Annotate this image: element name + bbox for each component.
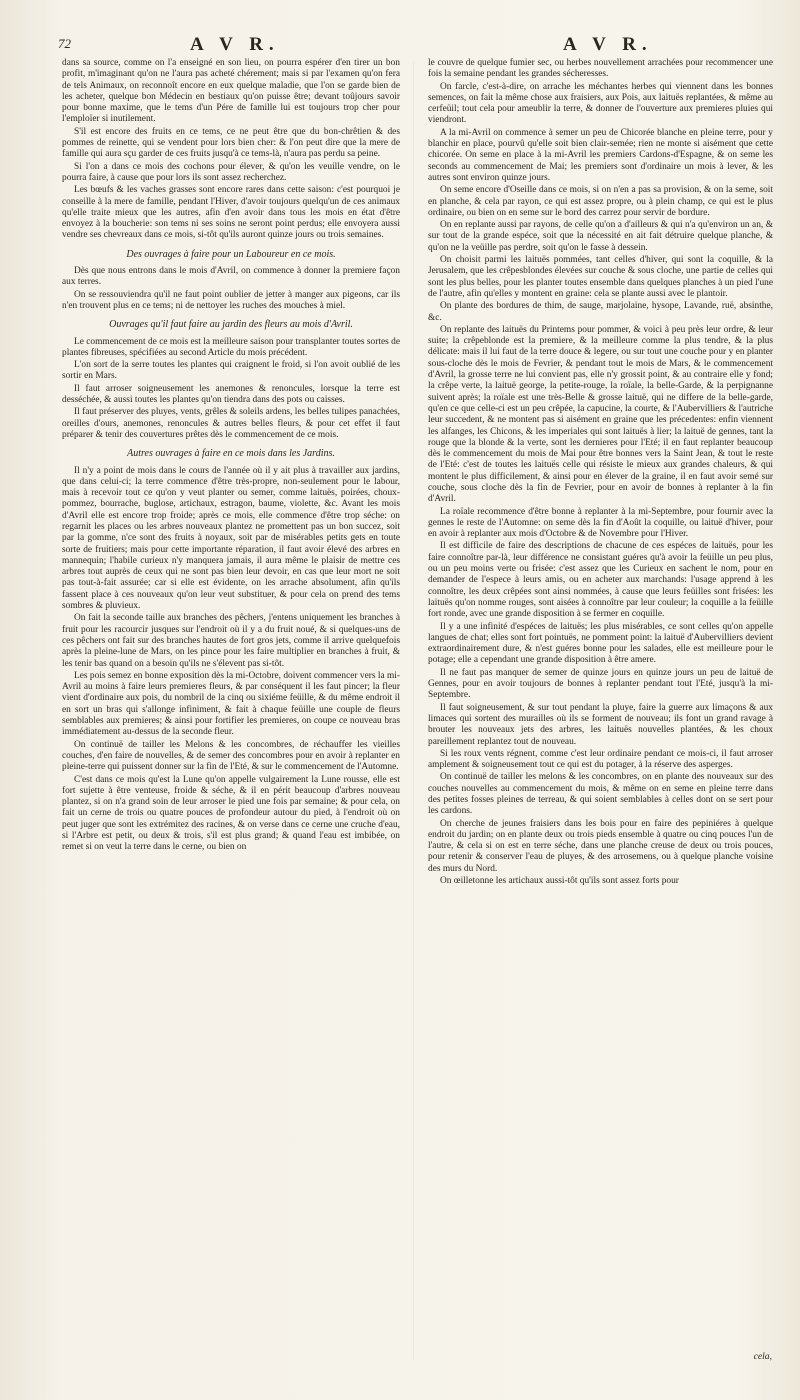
catchword: cela, <box>753 1351 772 1362</box>
paragraph: On œilletonne les artichaux aussi-tôt qu'ils sont assez forts pour <box>440 876 679 887</box>
paragraph: On seme encore d'Oseille dans ce mois, si on n'en a pas sa provision, & on la seme, soit en planche, & cela par rayon, ce qui est assez propre, ou à plein champ, ce qui est le plus ordinaire, ou bien on en seme sur le bord des carrez pour servir de bordure. <box>428 185 773 218</box>
paragraph: On en replante aussi par rayons, de celle qu'on a d'ailleurs & qui n'a qu'environ un an, & sur tout de la grande espéce, soit que la nécessité en ait fait détruire quelque planche, & qu'on ne la veüille pas perdre, soit qu'on le fasse à dessein. <box>428 220 773 253</box>
section-heading: Ouvrages qu'il faut faire au jardin des fleurs au mois d'Avril. <box>109 319 353 331</box>
paragraph: L'on sort de la serre toutes les plantes qui craignent le froid, si l'on avoit oublié de les sortir en Mars. <box>62 360 400 382</box>
paragraph: Dès que nous entrons dans le mois d'Avril, on commence à donner la premiere façon aux terres. <box>62 266 400 288</box>
paragraph: S'il est encore des fruits en ce tems, ce ne peut être que du bon-chrêtien & des pommes de reinette, qui se vendent pour lors bien cher: & l'on peut dire que la mere de famille qui aura sçu garder de ces fruits jusqu'à ce tems-là, n'aura pas perdu sa peine. <box>62 126 400 160</box>
paragraph: Si l'on a dans ce mois des cochons pour élever, & qu'on les veuille vendre, on le pourra faire, à cause que pour lors ils sont assez recherchez. <box>62 161 400 183</box>
paragraph: On cherche de jeunes fraisiers dans les bois pour en faire des pepiniéres à quelque endroit du jardin; on en plante deux ou trois pieds ensemble à quatre ou cinq pouces l'un de l'autre, & cela si on est en terre séche, dans une planche creuse de deux ou trois pouces, pour retenir & conserver l'eau de pluyes, & des arrosemens, ou à quelque planche voisine des murs du Nord. <box>428 818 773 874</box>
page-header <box>58 30 770 60</box>
paragraph: C'est dans ce mois qu'est la Lune qu'on appelle vulgairement la Lune rousse, elle est fort sujette à être venteuse, froide & séche, & il en périt beaucoup d'arbres nouveau plantez, si on n'a grand soin de leur arroser le pied une fois par semaine; & pour cela, on fait un cerne de trois ou quatre pouces de profondeur autour du pied, à l'endroit où on peut juger que sont les extrémitez des racines, & on verse dans ce cerne une cruche d'eau, si l'Arbre est petit, ou deux & trois, s'il est plus grand; & quand l'eau est imbibée, on remet si on veut la terre dans le cerne, ou bien on <box>62 774 400 853</box>
paragraph: On fait la seconde taille aux branches des pêchers, j'entens uniquement les branches à fruit pour les racourcir jusques sur l'endroit où il y a du fruit noué, & si quelques-uns de ces pêchers ont fait sur des branches hautes de fort gros jets, comme il arrive quelquefois après la pleine-lune de Mars, on les pince pour les faire multiplier en branches à fruit, & les tenir bas quand on a besoin qu'ils ne s'élevent pas si-tôt. <box>62 613 400 669</box>
paragraph: le couvre de quelque fumier sec, ou herbes nouvellement arrachées pour recommencer une fois la semaine pendant les grandes sécheresses. <box>428 58 773 80</box>
running-head-left: A V R. <box>190 34 280 55</box>
page-number: 72 <box>58 36 71 51</box>
paragraph: Il faut soigneusement, & sur tout pendant la pluye, faire la guerre aux limaçons & aux limaces qui sortent des murailles où ils se forment de nouveau; ils font un grand ravage à brouter les nouveaux jets des arbres, les laituës nouvelles plantées, & les choux pareillement replantez tout de nouveau. <box>428 702 773 747</box>
paragraph: Le commencement de ce mois est la meilleure saison pour transplanter toutes sortes de plantes fibreuses, spécifiées au second Article du mois précédent. <box>62 336 400 358</box>
paragraph: On plante des bordures de thim, de sauge, marjolaine, hysope, Lavande, ruë, absinthe, &c. <box>428 301 773 323</box>
paragraph: On continuë de tailler les Melons & les concombres, de réchauffer les vieilles couches, d'en faire de nouvelles, & de semer des concombres pour en avoir à replanter en pleine-terre qui puissent donner sur la fin de l'Eté, & sur le commencement de l'Automne. <box>62 739 400 773</box>
paragraph: A la mi-Avril on commence à semer un peu de Chicorée blanche en pleine terre, pour y blanchir en place, pourvû qu'elle soit bien clair-semée; rien ne monte si aisément que cette chicorée. On seme en place à la mi-Avril les premiers Cardons-d'Espagne, & on seme les seconds au commencement de Mai; les premiers sont d'ordinaire un mois à lever, & les autres sont environ quinze jours. <box>428 127 773 183</box>
right-column <box>428 58 773 1370</box>
paragraph: Il faut arroser soigneusement les anemones & renoncules, lorsque la terre est desséchée, & aussi toutes les plantes qu'on tiendra dans des pots ou caisses. <box>62 383 400 406</box>
column-gutter <box>413 62 414 1360</box>
paragraph: Il faut préserver des pluyes, vents, grêles & soleils ardens, les belles tulipes panachées, oreilles d'ours, anemones, renoncules & autres belles fleurs, & pour cet effet il faut préparer & tenir des couvertures prêtes dès le commencement de ce mois. <box>62 407 400 440</box>
paragraph: On continuë de tailler les melons & les concombres, on en plante des nouveaux sur des couches nouvelles au commencement du mois, & même on en seme en pleine terre dans des petites fosses pleines de terreau, & qui soient semblables à celles dont on se sert pour les cardons. <box>428 772 773 817</box>
paragraph: Il y a une infinité d'espéces de laituës; les plus misérables, ce sont celles qu'on appelle langues de chat; elles sont fort pointuës, ne pomment point: la laituë d'Aubervilliers devient extraordinairement dure, & n'est guéres bonne pour les salades, elle est meilleure pour le potage; elle a cependant une grande disposition à être amere. <box>428 621 773 666</box>
paragraph: Si les roux vents régnent, comme c'est leur ordinaire pendant ce mois-ci, il faut arroser amplement & soigneusement tout ce qui est du potager, à la réserve des asperges. <box>428 748 773 771</box>
paragraph: On choisit parmi les laituës pommées, tant celles d'hiver, qui sont la coquille, & la Jerusalem, que les crêpesblondes élevées sur couche & sous cloche, une partie de celles qui sont les plus belles, pour les planter toutes ensemble dans quelques planches à un pied l'une de l'autre, afin qu'elles y montent en graine: cela se plante aussi avec le plantoir. <box>428 255 773 299</box>
paragraph: Il n'y a point de mois dans le cours de l'année où il y ait plus à travailler aux jardins, que dans celui-ci; la terre commence d'être très-propre, non-seulement pour le labour, mais à recevoir tout ce qu'on y veut planter ou semer, comme laituës, poirées, choux-pommez, bourrache, buglose, artichaux, estragon, baume, violette, &c. Avant les mois d'Avril elle est encore trop froide; après ce mois, elle commence d'être trop séche: on regarnit les places ou les arbres nouveaux plantez ne promettent pas un bon succez, soit par la gomme, n'ce sont des fruits à noyaux, soit par de misérables petits gets en toute sorte de fruitiers; mais pour cette importante réparation, il faut avoir élevé des arbres en mannequin; l'habile curieux n'y manquera jamais, il aura même le plaisir de mettre ces arbres tout auprès de ceux qui ne sont pas bien leur devoir, en cas que leur mort ne soit pas tout-à-fait assurée; car si elle est évidente, on les arrache absolument, afin qu'ils fassent place à ces nouveaux qu'on leur veut substituer, & pour cela on prend des tems sombres & pluvieux. <box>62 465 400 612</box>
paragraph: Il ne faut pas manquer de semer de quinze jours en quinze jours un peu de laituë de Gennes, pour en avoir toujours de bonnes à replanter pendant tout l'Eté, jusqu'à la mi-Septembre. <box>428 667 773 701</box>
section-heading: Autres ouvrages à faire en ce mois dans les Jardins. <box>127 448 335 460</box>
paragraph: dans sa source, comme on l'a enseigné en son lieu, on pourra espérer d'en tirer un bon profit, m'imaginant qu'on ne l'aura pas acheté chérement; mais si par l'examen qu'on fera de tels Animaux, on reconnoît encore en eux quelque maladie, que l'on se garde bien de les acheter, quelque bon Médecin en bestiaux qu'on puisse être; devant toûjours savoir pour bonne maxime, que le tems d'un Pére de famille lui est toujours trop cher pour l'emploïer si inutilement. <box>62 58 400 125</box>
left-column <box>62 58 400 1370</box>
paragraph: On farcle, c'est-à-dire, on arrache les méchantes herbes qui viennent dans les bonnes semences, on fait la même chose aux fraisiers, aux Pois, aux laituës replantées, & même au cerfeüil; tout cela pour ameublir la terre, & donner de l'ouverture aux premieres pluies qui viendront. <box>428 81 773 126</box>
paragraph: Il est difficile de faire des descriptions de chacune de ces espéces de laituës, pour les faire connoître par-là, leur différence ne consistant guéres qu'à avoir la feüille un peu plus, ou un peu moins verte ou frisée: c'est assez que les Curieux en sachent le nom, pour en demander de l'espece à leurs amis, ou en acheter aux marchands: l'usage apprend à les connoître, les deux crêpées sont ainsi nommées, à cause que leurs feüilles sont frisées: les laituës qu'on nomme rouges, sont aisées à connoître par leur couleur; la coquille a la feüille fort ronde, avec une grande disposition à se fermer en coquille. <box>428 541 773 620</box>
paragraph: Les bœufs & les vaches grasses sont encore rares dans cette saison: c'est pourquoi je conseille à la mere de famille, pendant l'Hiver, d'avoir toujours quelqu'un de ces animaux qu'elle traite mieux que les autres, afin d'en avoir dans tous les mois en état d'être envoyez à la boucherie: son tems ni ses soins ne seront point perdus; elle envoyera aussi vendre ses chevreaux dans ce mois, si-tôt qu'ils auront quinze jours ou trois semaines. <box>62 185 400 241</box>
paragraph: On replante des laituës du Printems pour pommer, & voici à peu près leur ordre, & leur suite; la crêpeblonde est la premiere, & la meilleure comme la plus tendre, & la plus délicate: mais il lui faut de la terre douce & legere, ou sur tout une couche pour y en planter sous-cloche dès le mois de Fevrier, & pendant tout le mois de Mars, & le commencement d'Avril, la grosse terre ne lui convient pas, elle n'y grossit point, & au contraire elle y fond; la crêpe verte, la laituë george, la petite-rouge, la roïale, la belle-Garde, & la perpignanne suivent après; la roïale est une très-Belle & grosse laituë, qui ne differe de la belle-garde, qu'en ce que celle-ci est un peu crêpée, la capucine, la courte, & l'Aubervilliers & l'autriche leur succedent, & ne montent pas si aisément en graine que les précedentes: enfin viennent les alfanges, les Chicons, & les imperiales qui sont laituës à lier; la laituë de gennes, tant la rouge que la blonde & la verte, sont les dernieres pour l'Eté; il en faut replanter beaucoup dès le commencement du mois de Mai pour être bonnes vers la Saint Jean, & tout le reste de l'Eté: c'est de toutes les laituës celle qui résiste le mieux aux grandes chaleurs, & qui montent le plus difficilement, & ainsi pour en élever de la graine, il en faut avoir semé sur couche, sous cloche dès la fin de Fevrier, pour en avoir de bonnes à replanter à la fin d'Avril. <box>428 324 773 505</box>
paragraph: On se ressouviendra qu'il ne faut point oublier de jetter à manger aux pigeons, car ils n'en trouvent plus en ce tems; ni de nettoyer les ruches des mouches à miel. <box>62 289 400 311</box>
running-head-right: A V R. <box>563 34 653 55</box>
paragraph: La roïale recommence d'être bonne à replanter à la mi-Septembre, pour fournir avec la gennes le reste de l'Automne: on seme dès la fin d'Août la coquille, ou laituë d'hiver, pour en avoir à replanter aux mois d'Octobre & de Novembre pour l'Hiver. <box>428 506 773 540</box>
paragraph: Les pois semez en bonne exposition dès la mi-Octobre, doivent commencer vers la mi-Avril au moins à faire leurs premieres fleurs, & par conséquent il les faut pincer; la fleur vient d'ordinaire aux pois, du nombril de la cinq ou sixiéme feüille, & du même endroit il en sort un bras qui s'allonge infiniment, & fait à chaque feüille une couple de fleurs semblables aux premieres; & ainsi pour fortifier les premieres, on coupe ce nouveau bras immédiatement au-dessus de la seconde fleur. <box>62 670 400 738</box>
section-heading: Des ouvrages à faire pour un Laboureur en ce mois. <box>126 248 336 260</box>
